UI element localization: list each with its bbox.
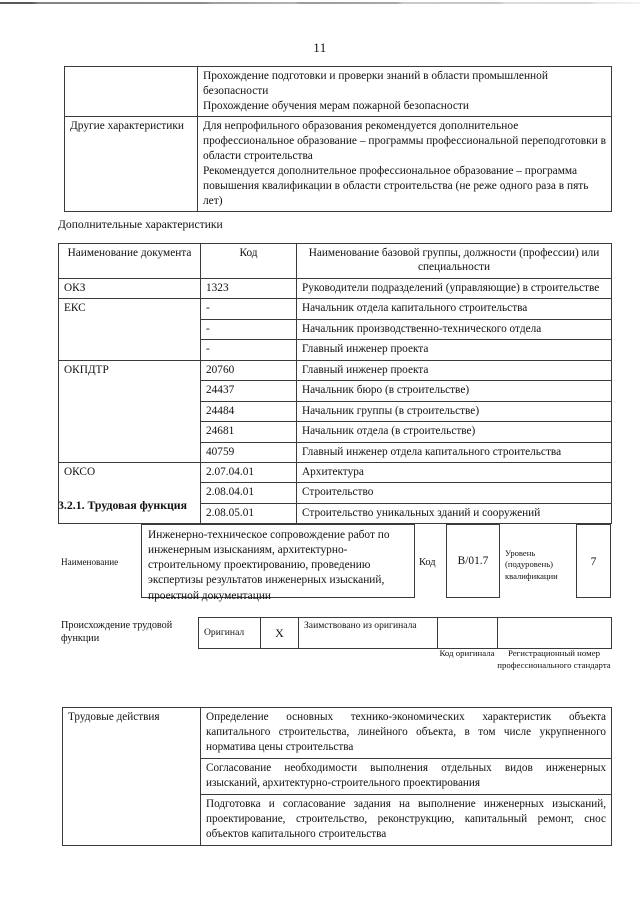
table-row — [65, 117, 612, 212]
requirements-label-empty — [65, 67, 198, 117]
labor-action-item: Определение основных технико-экономических характеристик объекта капитального строительства, линейного объекта, в том числе укрупненного норматива цены строительства — [201, 708, 612, 759]
origin-original-checkmark[interactable]: X — [261, 618, 299, 649]
code-value: - — [201, 319, 297, 339]
code-value: 20760 — [201, 360, 297, 380]
group-name: Главный инженер проекта — [297, 360, 612, 380]
code-value: 24681 — [201, 422, 297, 442]
group-name: Строительство уникальных зданий и сооружений — [297, 503, 612, 523]
group-name: Начальник отдела капитального строительства — [297, 299, 612, 319]
code-value: 1323 — [201, 278, 297, 298]
requirements-item: Прохождение подготовки и проверки знаний в области промышленной безопасности — [203, 70, 548, 97]
labor-function-name-value: Инженерно-техническое сопровождение работ по инженерным изысканиям, архитектурно-строительному проектированию, проведению экспертизы результатов инженерных изысканий, проектной документации — [141, 524, 415, 598]
document-name: ЕКС — [59, 299, 201, 360]
labor-function-code-value: B/01.7 — [446, 524, 500, 598]
labor-function-code-label: Код — [419, 557, 436, 568]
origin-registration-number-caption: Регистрационный номер профессионального стандарта — [497, 648, 611, 670]
group-name: Начальник производственно-технического отдела — [297, 319, 612, 339]
column-header-code: Код — [201, 244, 297, 279]
labor-function-name-label: Наименование — [61, 557, 119, 567]
origin-label: Происхождение трудовой функции — [61, 620, 173, 645]
requirements-item: Прохождение обучения мерам пожарной безопасности — [203, 99, 469, 112]
additional-characteristics-caption: Дополнительные характеристики — [58, 218, 223, 231]
table-row — [199, 618, 612, 649]
table-row — [59, 278, 612, 298]
code-value: - — [201, 340, 297, 360]
column-header-name: Наименование базовой группы, должности (профессии) или специальности — [297, 244, 612, 279]
table-row — [59, 299, 612, 319]
origin-code-original-caption: Код оригинала — [439, 648, 495, 658]
table-header-row — [59, 244, 612, 279]
requirements-table — [64, 66, 612, 212]
requirements-item: Для непрофильного образования рекомендуется дополнительное профессиональное образование – программы профессиональной переподготовки в области строительства — [203, 120, 607, 163]
code-value: - — [201, 299, 297, 319]
group-name: Начальник группы (в строительстве) — [297, 401, 612, 421]
group-name: Начальник бюро (в строительстве) — [297, 381, 612, 401]
code-value: 24484 — [201, 401, 297, 421]
code-value: 40759 — [201, 442, 297, 462]
labor-action-item: Согласование необходимости выполнения отдельных видов инженерных изысканий, архитектурно-строительного проектирования — [201, 759, 612, 795]
document-name: ОКЗ — [59, 278, 201, 298]
group-name: Строительство — [297, 483, 612, 503]
document-name: ОКПДТР — [59, 360, 201, 462]
labor-actions-label: Трудовые действия — [63, 708, 201, 846]
origin-borrowed-label: Заимствовано из оригинала — [299, 618, 438, 649]
group-name: Руководители подразделений (управляющие) в строительстве — [297, 278, 612, 298]
requirements-label: Другие характеристики — [65, 117, 198, 212]
requirements-cell — [198, 117, 612, 212]
code-value: 2.08.05.01 — [201, 503, 297, 523]
table-row — [63, 708, 612, 759]
table-row — [59, 360, 612, 380]
origin-code-original-value[interactable] — [438, 618, 498, 649]
requirements-item: Рекомендуется дополнительное профессиональное образование – программа повышения квалификации в области строительства (не реже одного раза в пять лет) — [203, 164, 589, 207]
code-value: 2.08.04.01 — [201, 483, 297, 503]
requirements-cell — [198, 67, 612, 117]
column-header-document: Наименование документа — [59, 244, 201, 279]
table-row — [59, 462, 612, 482]
origin-original-label: Оригинал — [199, 618, 261, 649]
group-name: Главный инженер отдела капитального строительства — [297, 442, 612, 462]
code-value: 2.07.04.01 — [201, 462, 297, 482]
labor-function-level-value: 7 — [576, 524, 611, 598]
origin-registration-number-value[interactable] — [498, 618, 612, 649]
additional-characteristics-table — [58, 243, 612, 524]
table-row — [65, 67, 612, 117]
document-name: ОКСО — [59, 462, 201, 523]
group-name: Архитектура — [297, 462, 612, 482]
labor-function-level-label: Уровень (подуровень) квалификации — [505, 548, 558, 581]
labor-action-item: Подготовка и согласование задания на выполнение инженерных изысканий, проектирование, строительство, реконструкцию, капитальный ремонт, снос объектов капитального строительства — [201, 795, 612, 846]
group-name: Начальник отдела (в строительстве) — [297, 422, 612, 442]
scan-artifact-line — [0, 2, 640, 4]
code-value: 24437 — [201, 381, 297, 401]
page-number: 11 — [313, 40, 327, 55]
origin-table — [198, 617, 612, 649]
group-name: Главный инженер проекта — [297, 340, 612, 360]
section-heading-labor-function: 3.2.1. Трудовая функция — [58, 498, 187, 512]
labor-actions-table — [62, 707, 612, 846]
